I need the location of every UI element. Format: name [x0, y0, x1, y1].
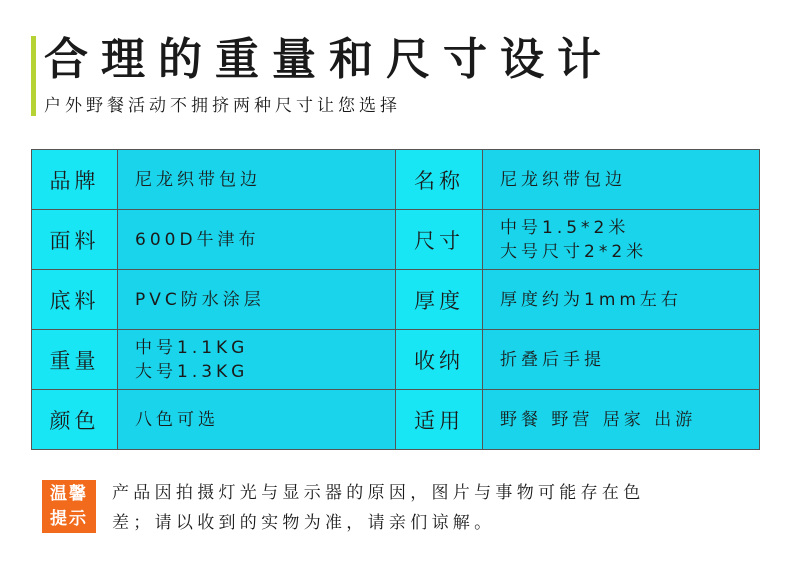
note-badge — [42, 480, 96, 533]
spec-value-line: 野餐 野营 居家 出游 — [500, 409, 697, 430]
spec-label: 品牌 — [32, 150, 118, 210]
table-row — [32, 330, 760, 390]
spec-value-line: 厚度约为1mm左右 — [500, 289, 682, 310]
spec-value — [483, 270, 760, 330]
spec-value-line: 中号1.5*2米 — [500, 217, 630, 238]
spec-value-line: 八色可选 — [135, 409, 219, 430]
spec-value-line: 大号尺寸2*2米 — [500, 241, 648, 262]
spec-label: 重量 — [32, 330, 118, 390]
spec-value-line: 折叠后手提 — [500, 349, 605, 370]
page-title: 合理的重量和尺寸设计 — [44, 34, 614, 85]
note-text-line: 差；请以收到的实物为准，请亲们谅解。 — [112, 513, 496, 533]
table-row — [32, 210, 760, 270]
spec-value — [483, 390, 760, 450]
spec-value-line: 600D牛津布 — [135, 229, 260, 250]
note-text-line: 产品因拍摄灯光与显示器的原因，图片与事物可能存在色 — [112, 483, 645, 503]
note-badge-line: 温馨 — [50, 483, 88, 504]
note-text — [112, 478, 762, 538]
spec-value — [118, 150, 396, 210]
spec-value-line: PVC防水涂层 — [135, 289, 265, 310]
spec-value — [483, 150, 760, 210]
spec-value — [483, 210, 760, 270]
spec-label: 名称 — [396, 150, 483, 210]
spec-label: 厚度 — [396, 270, 483, 330]
spec-value-line: 中号1.1KG — [135, 337, 249, 358]
spec-label: 面料 — [32, 210, 118, 270]
table-row — [32, 150, 760, 210]
spec-label: 颜色 — [32, 390, 118, 450]
spec-value — [118, 270, 396, 330]
spec-value-line: 尼龙织带包边 — [135, 169, 261, 190]
title-accent-bar — [31, 36, 36, 116]
spec-label: 适用 — [396, 390, 483, 450]
spec-value — [118, 390, 396, 450]
page-subtitle: 户外野餐活动不拥挤两种尺寸让您选择 — [44, 96, 401, 116]
spec-value — [483, 330, 760, 390]
table-row — [32, 390, 760, 450]
table-row — [32, 270, 760, 330]
spec-label: 尺寸 — [396, 210, 483, 270]
spec-value — [118, 330, 396, 390]
spec-label: 收纳 — [396, 330, 483, 390]
spec-value-line: 大号1.3KG — [135, 361, 249, 382]
note-badge-line: 提示 — [50, 508, 88, 529]
spec-label: 底料 — [32, 270, 118, 330]
spec-value — [118, 210, 396, 270]
spec-table — [31, 149, 760, 450]
spec-value-line: 尼龙织带包边 — [500, 169, 626, 190]
